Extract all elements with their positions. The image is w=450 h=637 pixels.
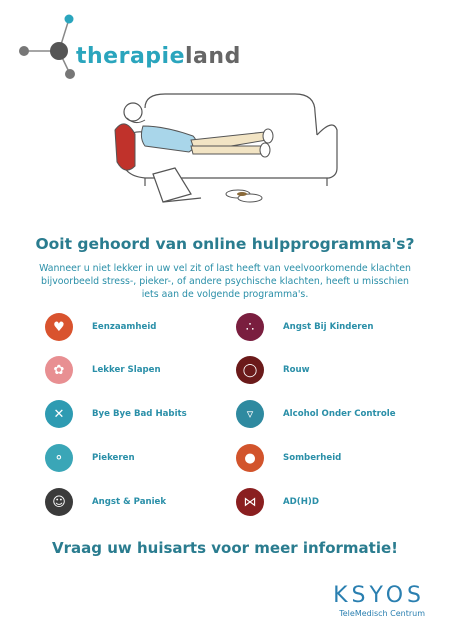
logo-suffix: land [185, 44, 241, 69]
ksyos-logo [285, 585, 425, 618]
network-icon: ⋈ [236, 488, 264, 516]
cloud-icon: ● [236, 444, 264, 472]
heart-icon: ♥ [45, 313, 73, 341]
cross-icon: ✕ [45, 400, 73, 428]
program-lekker-slapen[interactable] [45, 355, 161, 385]
program-label: Somberheid [283, 453, 342, 463]
dots-icon: ∴ [236, 313, 264, 341]
program-angst-bij-kinderen[interactable] [236, 312, 373, 342]
program-somberheid[interactable] [236, 443, 341, 473]
program-adhd[interactable] [236, 487, 319, 517]
program-label: Bye Bye Bad Habits [92, 409, 187, 419]
program-label: Piekeren [92, 453, 135, 463]
brand-name: KSYOS [333, 583, 425, 608]
logo-prefix: therapie [76, 44, 186, 69]
program-bye-bye-bad-habits[interactable] [45, 399, 187, 429]
thought-icon: ⚬ [45, 444, 73, 472]
program-label: Angst Bij Kinderen [283, 322, 374, 332]
headline: Ooit gehoord van online hulpprogramma's? [35, 235, 415, 253]
program-label: Alcohol Onder Controle [283, 409, 396, 419]
program-label: Rouw [283, 365, 310, 375]
call-to-action: Vraag uw huisarts voor meer informatie! [52, 539, 398, 557]
program-alcohol-onder-controle[interactable] [236, 399, 396, 429]
intro-text: Wanneer u niet lekker in uw vel zit of last heeft van veelvoorkomende klachten bijvoorbeeld stress-, pieker-, of andere psychische klachten, heeft u misschien iets aan de volgende programma's. [39, 263, 411, 300]
program-angst-paniek[interactable] [45, 487, 166, 517]
program-rouw[interactable] [236, 355, 310, 385]
program-label: AD(H)D [283, 497, 319, 507]
program-label: Angst & Paniek [92, 497, 167, 507]
brand-subtitle: TeleMedisch Centrum [339, 609, 425, 618]
couch-illustration [105, 90, 350, 210]
logo-wordmark [76, 44, 241, 69]
sleep-icon: ✿ [45, 356, 73, 384]
circle-icon: ◯ [236, 356, 264, 384]
program-piekeren[interactable] [45, 443, 135, 473]
therapieland-logo [14, 14, 244, 84]
program-label: Eenzaamheid [92, 322, 157, 332]
glass-icon: ▿ [236, 400, 264, 428]
program-eenzaamheid[interactable] [45, 312, 156, 342]
program-label: Lekker Slapen [92, 365, 161, 375]
head-icon: ☺ [45, 488, 73, 516]
